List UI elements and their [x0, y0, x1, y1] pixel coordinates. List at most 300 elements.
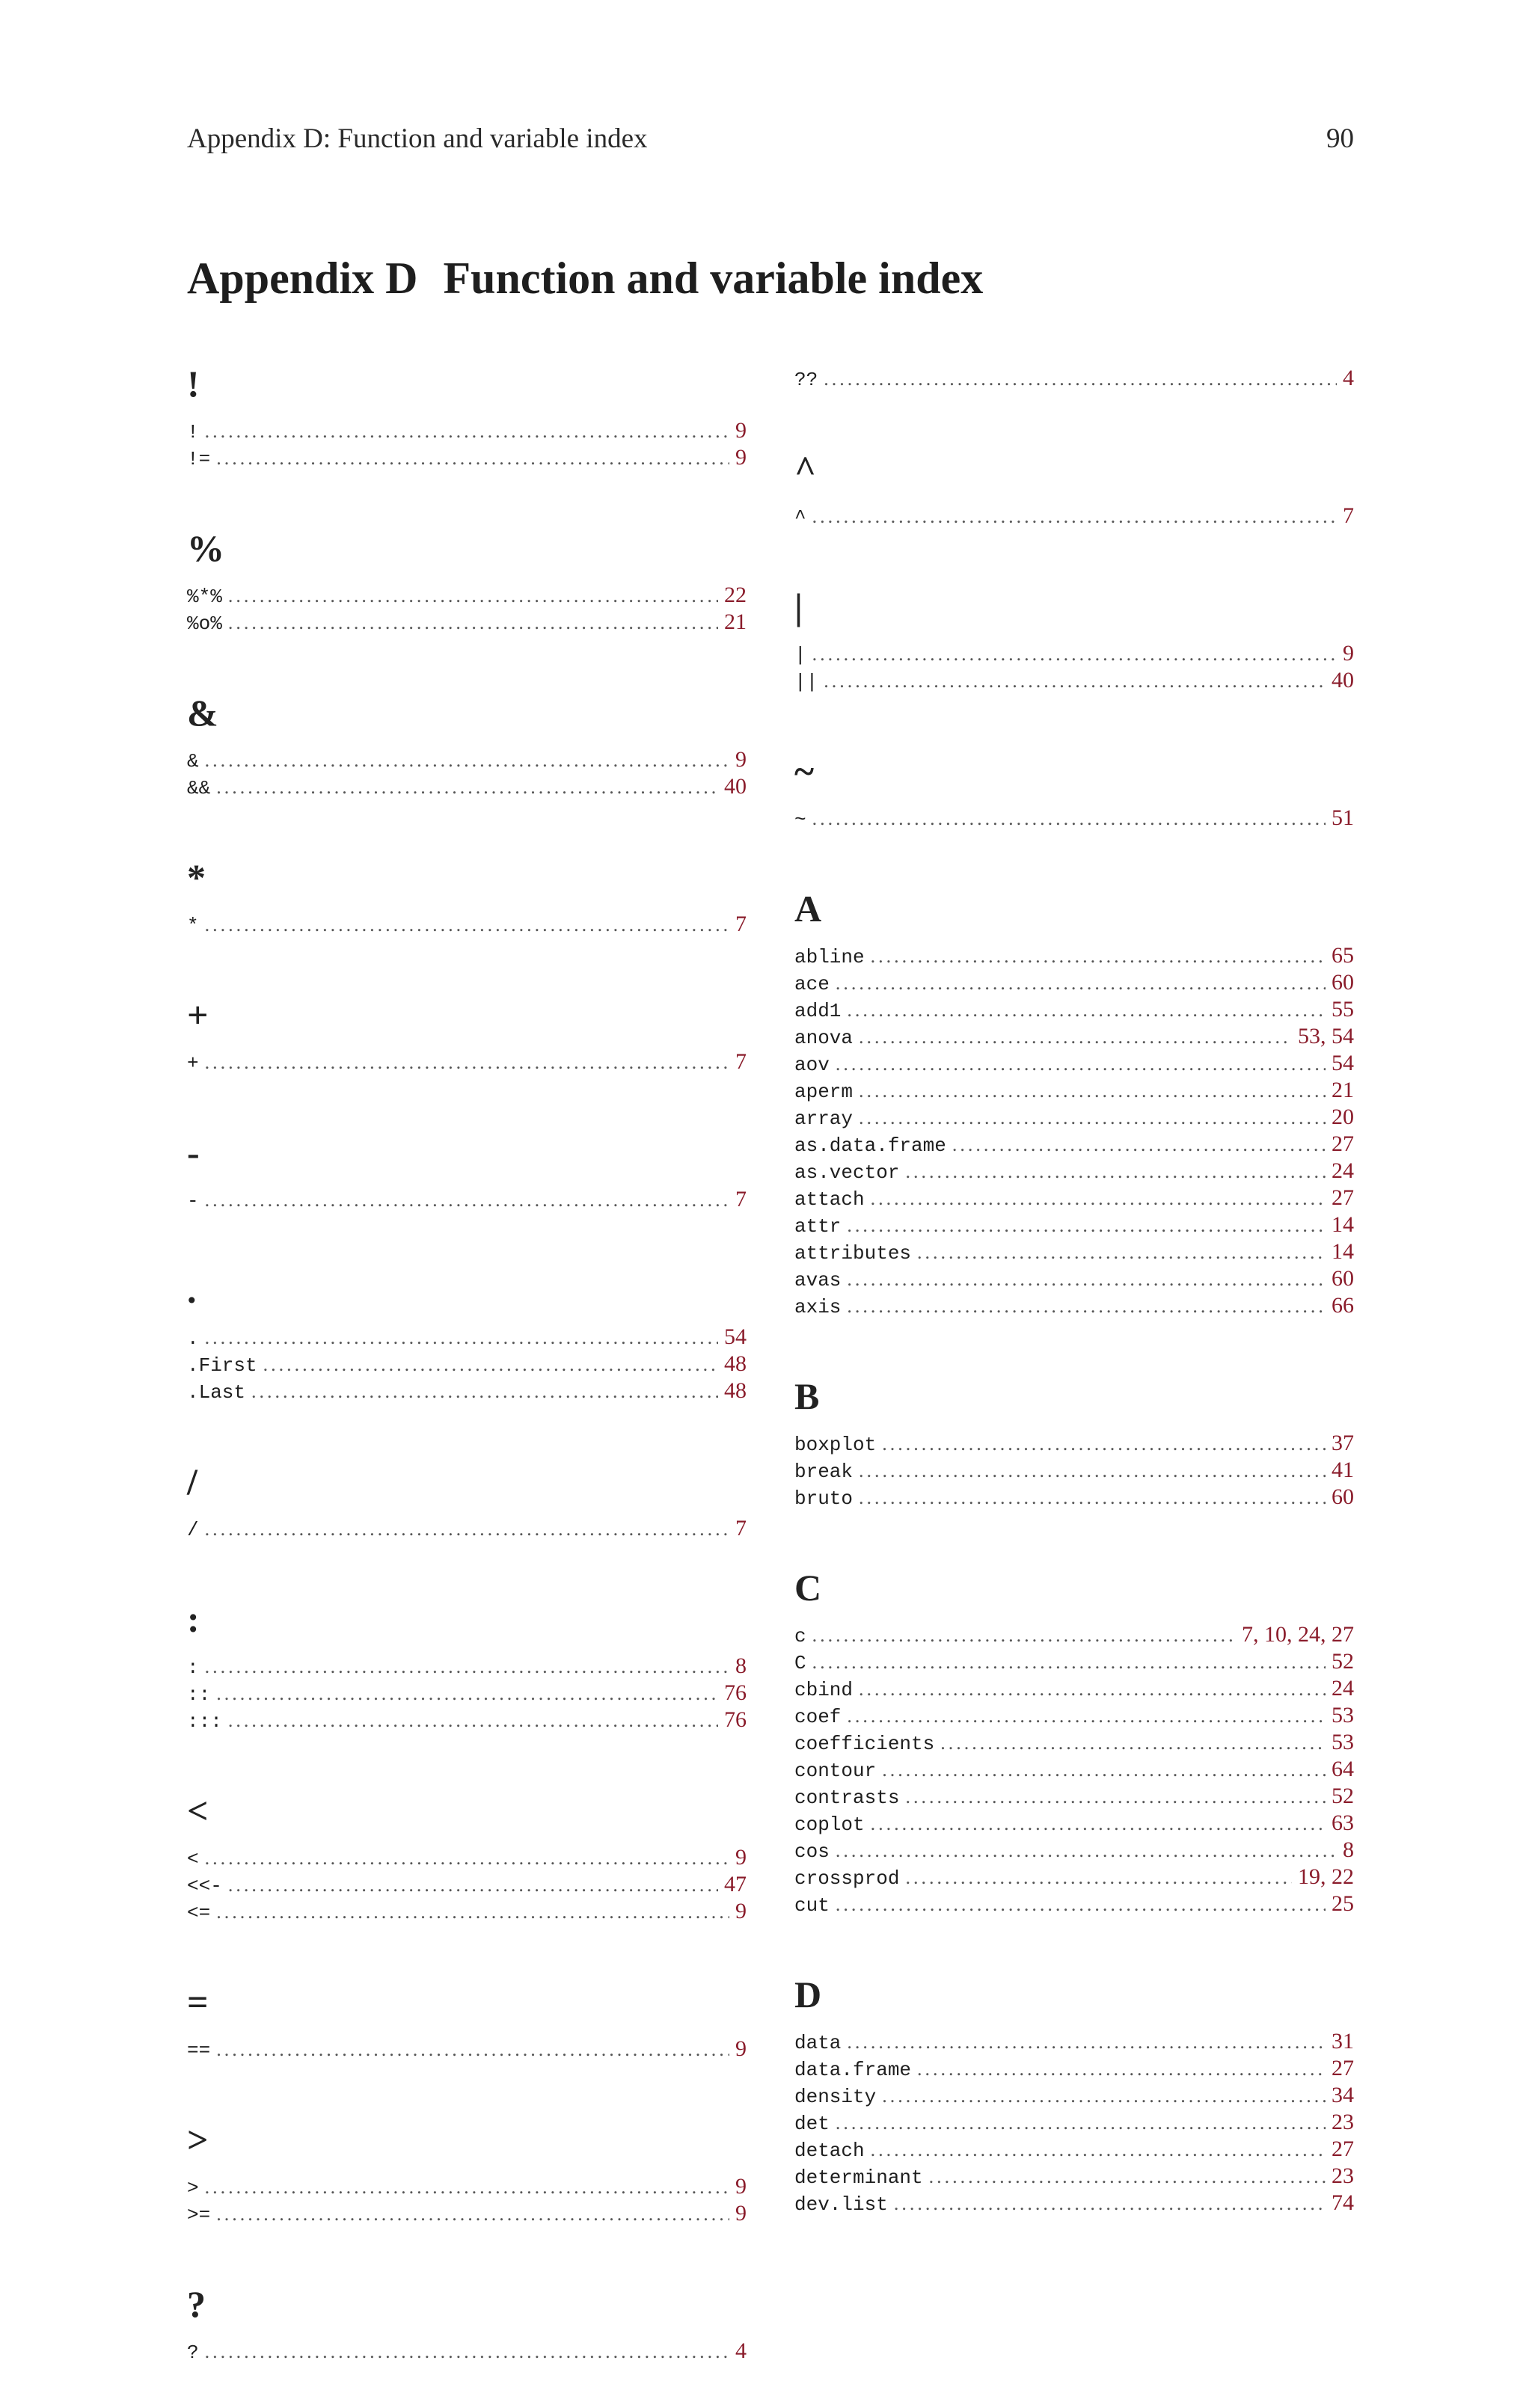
index-column-left: [187, 350, 747, 2408]
chapter-title: [187, 253, 983, 304]
index-group-ampersand: [187, 679, 747, 800]
index-entry: [794, 2136, 1354, 2163]
page-reference-link[interactable]: 14: [1332, 1239, 1354, 1264]
index-term: ace: [794, 973, 830, 995]
index-group-a: [794, 875, 1354, 1319]
index-term: dev.list: [794, 2193, 888, 2216]
index-entry: [794, 996, 1354, 1023]
index-group-heading: A: [794, 888, 822, 930]
page-reference-link[interactable]: 54: [724, 1324, 747, 1349]
index-term: ?: [187, 2341, 199, 2364]
dot-leader: [205, 1845, 729, 1871]
index-entry: [794, 1131, 1354, 1158]
index-entry: [794, 1158, 1354, 1185]
dot-leader: [205, 1516, 729, 1542]
index-entry: [794, 2082, 1354, 2109]
page-reference-link[interactable]: 23: [1332, 2110, 1354, 2134]
index-group-heading: &: [187, 692, 218, 734]
dot-leader: [251, 1378, 718, 1404]
dot-leader: [812, 1622, 1236, 1648]
page-reference-link[interactable]: 14: [1332, 1212, 1354, 1237]
index-term: attr: [794, 1215, 842, 1238]
dot-leader: [205, 747, 729, 773]
index-term: ::: [187, 1683, 211, 1706]
index-entry: [187, 1898, 747, 1925]
dot-leader: [836, 1837, 1337, 1864]
index-entry: [187, 911, 747, 938]
index-term: detach: [794, 2140, 865, 2162]
index-entry: [187, 2338, 747, 2365]
page-reference-link[interactable]: 21: [1332, 1078, 1354, 1102]
dot-leader: [216, 445, 729, 471]
page-reference-link[interactable]: 7: [735, 1049, 747, 1074]
index-entry: [187, 444, 747, 471]
page-reference-link[interactable]: 27: [1332, 1185, 1354, 1210]
index-term: density: [794, 2086, 877, 2108]
dot-leader: [940, 1730, 1326, 1756]
page-reference-link[interactable]: 9: [735, 1899, 747, 1923]
dot-leader: [836, 1891, 1326, 1917]
chapter-label: Appendix D: [187, 254, 418, 303]
index-term: C: [794, 1652, 806, 1674]
index-term: |: [794, 644, 806, 666]
index-entry: [187, 2173, 747, 2200]
page-reference-link[interactable]: 76: [724, 1707, 747, 1732]
page-reference-link[interactable]: 9: [735, 2174, 747, 2199]
dot-leader: [812, 805, 1326, 832]
index-entry: [794, 667, 1354, 694]
dot-leader: [205, 2174, 729, 2200]
index-entry: [187, 417, 747, 444]
index-group-b: [794, 1363, 1354, 1511]
index-group-heading: :: [187, 1598, 200, 1640]
page-reference-link[interactable]: 76: [724, 1680, 747, 1705]
index-term: coplot: [794, 1813, 865, 1836]
dot-leader: [228, 1707, 718, 1733]
index-group-bang: [187, 350, 747, 471]
index-term: +: [187, 1052, 199, 1075]
index-term: <: [187, 1848, 199, 1870]
index-entry: [794, 1077, 1354, 1104]
dot-leader: [847, 2029, 1326, 2055]
index-entry: [794, 640, 1354, 667]
dot-leader: [836, 970, 1326, 996]
index-entry: [794, 1185, 1354, 1211]
index-entry: [794, 942, 1354, 969]
index-entry: [794, 1675, 1354, 1702]
dot-leader: [859, 1458, 1326, 1484]
index-group-heading: =: [187, 1981, 209, 2023]
index-entry: [794, 1783, 1354, 1810]
dot-leader: [824, 668, 1326, 694]
index-entry: [187, 1515, 747, 1542]
index-entry: [187, 2200, 747, 2227]
index-term: c: [794, 1625, 806, 1647]
index-group-colon: [187, 1585, 747, 1733]
page-reference-link[interactable]: 4: [1343, 366, 1354, 390]
index-group-equals: [187, 1968, 747, 2063]
index-term: .First: [187, 1354, 257, 1377]
page-reference-link[interactable]: 20: [1332, 1105, 1354, 1129]
index-term: ||: [794, 671, 818, 693]
dot-leader: [216, 774, 718, 800]
page-reference-link[interactable]: 4: [735, 2338, 747, 2363]
index-entry: [794, 1023, 1354, 1050]
dot-leader: [836, 2110, 1326, 2136]
page-reference-link[interactable]: 55: [1332, 997, 1354, 1022]
page-reference-link[interactable]: 74: [1332, 2190, 1354, 2215]
index-group-slash: [187, 1448, 747, 1542]
index-term: boxplot: [794, 1434, 877, 1456]
page-reference-link[interactable]: 21: [724, 609, 747, 634]
dot-leader: [216, 1899, 729, 1925]
index-entry: [794, 1050, 1354, 1077]
index-entry: [794, 1837, 1354, 1864]
dot-leader: [882, 2083, 1326, 2109]
dot-leader: [905, 1784, 1326, 1810]
dot-leader: [882, 1757, 1326, 1783]
index-entry: [187, 609, 747, 636]
index-group-minus: [187, 1119, 747, 1213]
page-reference-link[interactable]: 9: [735, 445, 747, 470]
index-group-heading: %: [187, 527, 224, 569]
index-term: %o%: [187, 612, 222, 635]
dot-leader: [824, 366, 1337, 392]
page-reference-link[interactable]: 9: [735, 418, 747, 443]
page-reference-link[interactable]: 23: [1332, 2163, 1354, 2188]
dot-leader: [228, 1872, 718, 1898]
page-reference-link[interactable]: 24: [1332, 1676, 1354, 1701]
page-reference-link[interactable]: 40: [724, 774, 747, 799]
chapter-name: Function and variable index: [443, 254, 984, 303]
page-reference-link[interactable]: 7: [735, 1516, 747, 1541]
page-number: 90: [1326, 123, 1354, 154]
dot-leader: [871, 1810, 1326, 1837]
dot-leader: [216, 1680, 718, 1707]
dot-leader: [205, 912, 729, 938]
index-term: ==: [187, 2039, 211, 2062]
index-entry: [794, 2028, 1354, 2055]
index-entry: [187, 1871, 747, 1898]
dot-leader: [871, 1185, 1326, 1211]
index-term: &&: [187, 777, 211, 799]
index-term: avas: [794, 1269, 842, 1291]
index-group-question: [187, 2270, 747, 2365]
page-reference-link[interactable]: 27: [1332, 2137, 1354, 2161]
index-entry: [794, 969, 1354, 996]
dot-leader: [812, 503, 1337, 529]
index-column-right: [794, 365, 1354, 2260]
index-term: >=: [187, 2204, 211, 2226]
index-entry: [794, 1265, 1354, 1292]
index-term: %*%: [187, 586, 222, 608]
index-group-less-than: [187, 1777, 747, 1925]
dot-leader: [263, 1351, 718, 1377]
page-reference-link[interactable]: 9: [735, 747, 747, 772]
page-reference-link[interactable]: 19, 22: [1298, 1864, 1354, 1889]
page-reference-link[interactable]: 63: [1332, 1810, 1354, 1835]
index-entry: [187, 746, 747, 773]
dot-leader: [812, 1649, 1326, 1675]
index-term: aperm: [794, 1081, 854, 1103]
dot-leader: [917, 1239, 1326, 1265]
page-reference-link[interactable]: 60: [1332, 1484, 1354, 1509]
dot-leader: [859, 1078, 1326, 1104]
index-group-heading: D: [794, 1974, 822, 2015]
index-term: cut: [794, 1894, 830, 1917]
page-reference-link[interactable]: 9: [735, 2201, 747, 2226]
page-reference-link[interactable]: 65: [1332, 943, 1354, 968]
page-reference-link[interactable]: 8: [1343, 1837, 1354, 1862]
dot-leader: [228, 609, 718, 636]
index-group-c: [794, 1554, 1354, 1917]
page-reference-link[interactable]: 48: [724, 1351, 747, 1376]
index-group-pipe: [794, 573, 1354, 694]
index-entry: [794, 503, 1354, 529]
index-entry: [187, 1653, 747, 1680]
page-reference-link[interactable]: 8: [735, 1653, 747, 1678]
index-entry: [187, 1377, 747, 1404]
dot-leader: [228, 583, 718, 609]
index-entry: [794, 2190, 1354, 2217]
index-term: attach: [794, 1188, 865, 1211]
index-term: ^: [794, 506, 806, 529]
page-reference-link[interactable]: 60: [1332, 1266, 1354, 1291]
dot-leader: [847, 997, 1326, 1023]
index-term: contrasts: [794, 1787, 900, 1809]
dot-leader: [859, 1024, 1292, 1050]
dot-leader: [894, 2190, 1326, 2217]
index-term: !: [187, 421, 199, 443]
index-group-heading: .: [187, 1269, 197, 1311]
index-term: .Last: [187, 1381, 246, 1404]
page-reference-link[interactable]: 24: [1332, 1158, 1354, 1183]
page-reference-link[interactable]: 34: [1332, 2083, 1354, 2107]
running-header: [187, 123, 1354, 159]
dot-leader: [847, 1266, 1326, 1292]
index-entry: [794, 1484, 1354, 1511]
page-reference-link[interactable]: 53: [1332, 1730, 1354, 1754]
index-term: >: [187, 2177, 199, 2199]
dot-leader: [847, 1703, 1326, 1729]
index-term: aov: [794, 1054, 830, 1076]
index-entry: [187, 582, 747, 609]
index-group-asterisk: [187, 844, 747, 938]
index-group-dot: [187, 1256, 747, 1404]
index-group-heading: ~: [794, 750, 815, 792]
page-reference-link[interactable]: 7: [735, 912, 747, 936]
index-term: ??: [794, 369, 818, 391]
index-group-heading: /: [187, 1461, 197, 1502]
page-reference-link[interactable]: 7: [1343, 503, 1354, 528]
dot-leader: [859, 1484, 1326, 1511]
index-entry: [187, 1680, 747, 1707]
page-reference-link[interactable]: 54: [1332, 1051, 1354, 1075]
page-reference-link[interactable]: 52: [1332, 1784, 1354, 1808]
index-term: <<-: [187, 1875, 222, 1897]
index-term: det: [794, 2113, 830, 2135]
dot-leader: [205, 1653, 729, 1680]
index-entry: [794, 1756, 1354, 1783]
index-term: -: [187, 1190, 199, 1212]
index-entry: [794, 2055, 1354, 2082]
page-reference-link[interactable]: 22: [724, 583, 747, 607]
dot-leader: [917, 2056, 1326, 2082]
index-entry: [187, 1707, 747, 1733]
index-entry: [794, 1702, 1354, 1729]
dot-leader: [205, 1187, 729, 1213]
index-group-tilde: [794, 737, 1354, 832]
page-reference-link[interactable]: 53, 54: [1298, 1024, 1354, 1048]
index-group-greater-than: [187, 2106, 747, 2227]
index-term: as.vector: [794, 1161, 900, 1184]
index-entry: [794, 1810, 1354, 1837]
index-term: &: [187, 750, 199, 773]
index-entry: [794, 1621, 1354, 1648]
index-entry: [794, 1430, 1354, 1457]
dot-leader: [216, 2201, 729, 2227]
index-term: data: [794, 2032, 842, 2054]
index-term: .: [187, 1327, 199, 1350]
index-term: array: [794, 1108, 854, 1130]
index-entry: [794, 1457, 1354, 1484]
index-entry: [794, 1729, 1354, 1756]
dot-leader: [205, 1324, 718, 1351]
index-group-heading: -: [187, 1131, 200, 1173]
index-entry: [794, 1211, 1354, 1238]
index-term: /: [187, 1519, 199, 1541]
index-term: add1: [794, 1000, 842, 1022]
dot-leader: [859, 1676, 1326, 1702]
index-group-heading: ?: [187, 2283, 206, 2325]
index-term: ~: [794, 808, 806, 831]
index-group-heading: |: [794, 586, 803, 627]
page-reference-link[interactable]: 53: [1332, 1703, 1354, 1727]
page-reference-link[interactable]: 41: [1332, 1458, 1354, 1482]
dot-leader: [216, 2036, 729, 2063]
index-group-heading: B: [794, 1375, 820, 1417]
page-reference-link[interactable]: 52: [1332, 1649, 1354, 1674]
index-entry: [187, 1324, 747, 1351]
index-term: as.data.frame: [794, 1134, 946, 1157]
index-entry: [794, 2163, 1354, 2190]
page-reference-link[interactable]: 7: [735, 1187, 747, 1211]
index-group-heading: +: [187, 994, 209, 1036]
index-term: :::: [187, 1710, 222, 1733]
dot-leader: [847, 1212, 1326, 1238]
index-group-heading: <: [187, 1790, 209, 1831]
index-term: coef: [794, 1706, 842, 1728]
dot-leader: [905, 1864, 1292, 1891]
page-reference-link[interactable]: 48: [724, 1378, 747, 1403]
index-entry: [187, 1048, 747, 1075]
index-term: attributes: [794, 1242, 912, 1265]
index-entry: [794, 1104, 1354, 1131]
index-term: abline: [794, 946, 865, 968]
page-reference-link[interactable]: 40: [1332, 668, 1354, 692]
index-group-heading: *: [187, 856, 206, 898]
page-reference-link[interactable]: 27: [1332, 1131, 1354, 1156]
dot-leader: [859, 1105, 1326, 1131]
dot-leader: [812, 641, 1337, 667]
index-entry: [187, 773, 747, 800]
index-term: crossprod: [794, 1867, 900, 1890]
dot-leader: [952, 1131, 1326, 1158]
index-term: <=: [187, 1902, 211, 1924]
page-reference-link[interactable]: 7, 10, 24, 27: [1242, 1622, 1354, 1647]
index-entry: [794, 1238, 1354, 1265]
dot-leader: [905, 1158, 1326, 1185]
dot-leader: [871, 2137, 1326, 2163]
index-entry: [794, 365, 1354, 392]
index-group-caret: [794, 435, 1354, 529]
index-term: :: [187, 1656, 199, 1679]
index-term: determinant: [794, 2166, 923, 2189]
index-term: cbind: [794, 1679, 854, 1701]
index-group-heading: >: [187, 2119, 209, 2160]
index-term: data.frame: [794, 2059, 912, 2081]
index-term: break: [794, 1461, 854, 1483]
index-entry: [794, 1891, 1354, 1917]
index-group-plus: [187, 981, 747, 1075]
index-group-percent: [187, 515, 747, 636]
index-term: bruto: [794, 1487, 854, 1510]
dot-leader: [882, 1431, 1326, 1457]
index-term: coefficients: [794, 1733, 935, 1755]
dot-leader: [847, 1293, 1326, 1319]
index-entry: [794, 1648, 1354, 1675]
dot-leader: [871, 943, 1326, 969]
page-reference-link[interactable]: 25: [1332, 1891, 1354, 1916]
page-reference-link[interactable]: 60: [1332, 970, 1354, 995]
index-entry: [187, 1186, 747, 1213]
index-entry: [187, 2036, 747, 2063]
index-term: *: [187, 915, 199, 937]
index-entry: [794, 1864, 1354, 1891]
running-title: Appendix D: Function and variable index: [187, 123, 648, 154]
page-reference-link[interactable]: 9: [735, 1845, 747, 1870]
page-reference-link[interactable]: 9: [735, 2036, 747, 2061]
page-reference-link[interactable]: 37: [1332, 1431, 1354, 1455]
page-reference-link[interactable]: 27: [1332, 2056, 1354, 2080]
index-term: axis: [794, 1296, 842, 1318]
index-group-heading: !: [187, 363, 200, 405]
page-reference-link[interactable]: 47: [724, 1872, 747, 1896]
index-term: contour: [794, 1760, 877, 1782]
page-reference-link[interactable]: 66: [1332, 1293, 1354, 1318]
index-entry: [187, 1844, 747, 1871]
dot-leader: [205, 1049, 729, 1075]
dot-leader: [205, 2338, 729, 2365]
index-entry: [794, 2109, 1354, 2136]
index-entry: [187, 1351, 747, 1377]
page-reference-link[interactable]: 64: [1332, 1757, 1354, 1781]
page-reference-link[interactable]: 51: [1332, 805, 1354, 830]
index-term: !=: [187, 448, 211, 470]
index-entry: [794, 1292, 1354, 1319]
page-reference-link[interactable]: 9: [1343, 641, 1354, 666]
index-group-heading: C: [794, 1567, 822, 1609]
index-term: anova: [794, 1027, 854, 1049]
dot-leader: [205, 418, 729, 444]
dot-leader: [836, 1051, 1326, 1077]
index-term: cos: [794, 1840, 830, 1863]
page-reference-link[interactable]: 31: [1332, 2029, 1354, 2054]
index-entry: [794, 805, 1354, 832]
dot-leader: [929, 2163, 1326, 2190]
index-group-continued: [794, 365, 1354, 392]
index-group-d: [794, 1961, 1354, 2217]
